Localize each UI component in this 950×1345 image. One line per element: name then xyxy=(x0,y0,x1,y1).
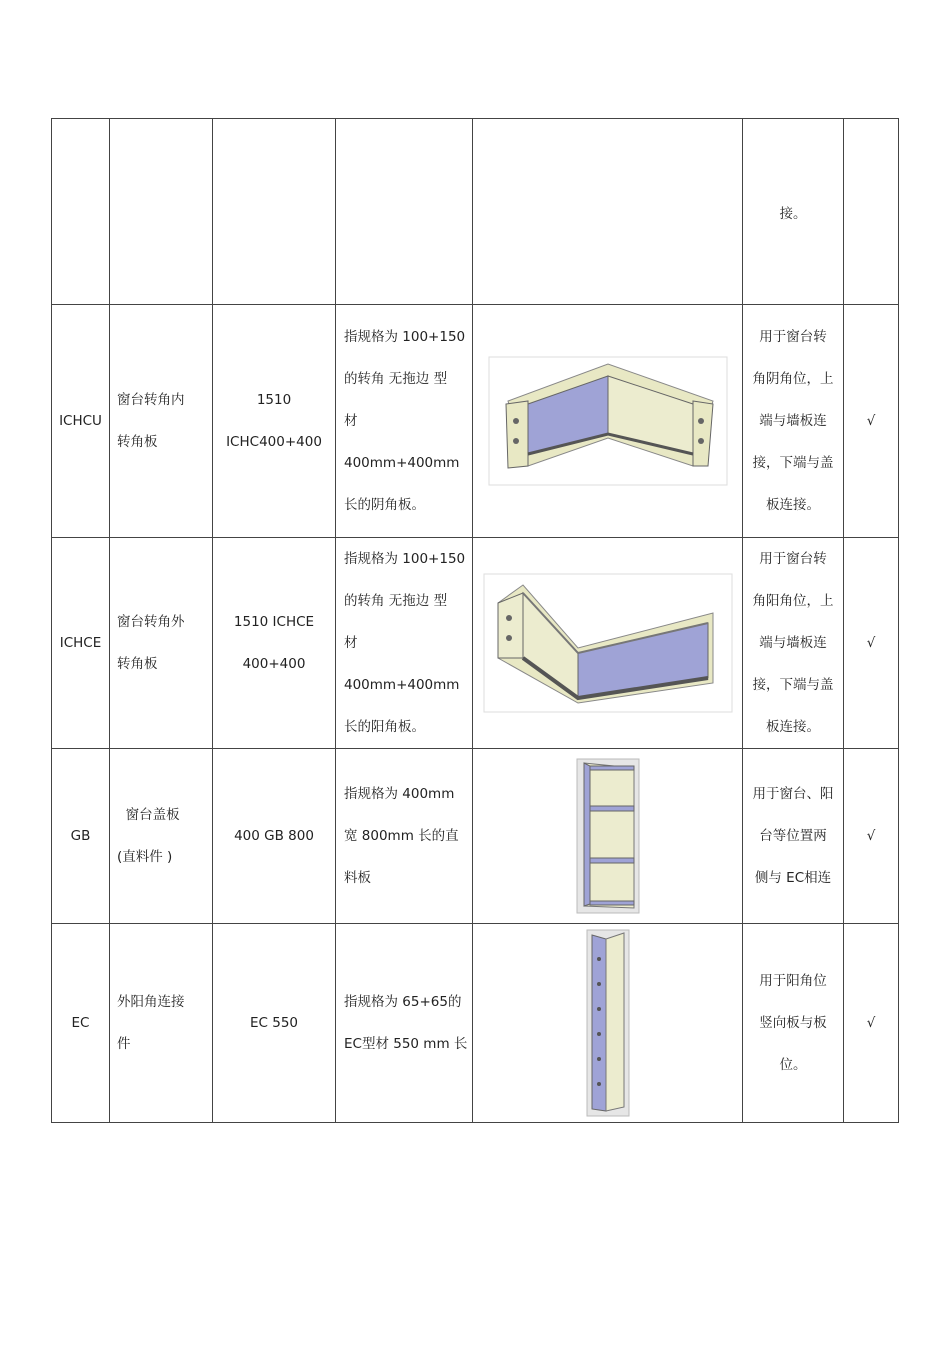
check-cell: √ xyxy=(844,924,899,1123)
ec-connector-image xyxy=(586,929,630,1117)
spec-table xyxy=(51,118,899,1123)
code-cell: GB xyxy=(52,749,110,924)
use-cell xyxy=(743,119,844,305)
desc-line: 材 400mm+400mm xyxy=(344,413,460,471)
spec-line: 400 GB 800 xyxy=(234,828,314,844)
spec-line: 400+400 xyxy=(242,656,306,672)
use-cell xyxy=(743,538,844,749)
inner-corner-panel-image xyxy=(488,356,728,486)
desc-line: 长的阴角板。 xyxy=(344,497,425,513)
use-line: 板连接。 xyxy=(766,719,820,735)
use-line: 用于阳角位 xyxy=(759,973,827,989)
use-line: 角阳角位，上 xyxy=(752,593,834,609)
image-cell xyxy=(473,538,743,749)
use-line: 用于窗台转 xyxy=(759,329,827,345)
name-line: 外阳角连接 xyxy=(117,994,185,1010)
spec-line: EC 550 xyxy=(249,1015,298,1031)
table-row xyxy=(52,538,899,749)
use-line: 接，下端与盖 xyxy=(752,677,834,693)
desc-cell xyxy=(336,119,473,305)
desc-line: 指规格为 65+65的 xyxy=(344,994,462,1010)
use-line: 竖向板与板 xyxy=(759,1015,827,1031)
desc-cell xyxy=(336,538,473,749)
use-line: 接。 xyxy=(779,205,807,222)
desc-cell xyxy=(336,924,473,1123)
use-line: 用于窗台、阳 xyxy=(752,786,834,802)
check-cell: √ xyxy=(844,749,899,924)
spec-line: ICHC400+400 xyxy=(226,434,322,450)
name-line: 转角板 xyxy=(117,656,158,672)
check-cell: √ xyxy=(844,538,899,749)
spec-cell xyxy=(213,305,336,538)
use-cell xyxy=(743,924,844,1123)
cover-panel-image xyxy=(576,758,640,914)
image-cell xyxy=(473,305,743,538)
use-line: 侧与 EC相连 xyxy=(754,870,832,886)
table-row xyxy=(52,119,899,305)
desc-line: 指规格为 100+150 xyxy=(344,329,466,345)
name-line: 窗台盖板 xyxy=(117,807,180,823)
name-line: 窗台转角外 xyxy=(117,614,185,630)
image-cell xyxy=(473,119,743,305)
desc-line: 指规格为 100+150 xyxy=(344,551,466,567)
check-cell xyxy=(844,119,899,305)
use-line: 台等位置两 xyxy=(759,828,827,844)
name-line: 件 xyxy=(117,1036,131,1052)
code-cell: ICHCE xyxy=(52,538,110,749)
table-row xyxy=(52,305,899,538)
table-row xyxy=(52,749,899,924)
use-cell xyxy=(743,305,844,538)
spec-line: 1510 ICHCE xyxy=(233,614,315,630)
desc-line: 的转角 无拖边 型 xyxy=(344,371,448,387)
name-cell xyxy=(110,749,213,924)
spec-cell xyxy=(213,924,336,1123)
use-cell xyxy=(743,749,844,924)
use-line: 板连接。 xyxy=(766,497,820,513)
desc-line: 宽 800mm 长的直 xyxy=(344,828,459,844)
spec-cell xyxy=(213,749,336,924)
spec-cell xyxy=(213,119,336,305)
code-cell xyxy=(52,119,110,305)
name-cell xyxy=(110,119,213,305)
desc-line: 料板 xyxy=(344,870,371,886)
outer-corner-panel-image xyxy=(483,573,733,713)
use-line: 端与墙板连 xyxy=(759,635,827,651)
use-line: 端与墙板连 xyxy=(759,413,827,429)
desc-cell xyxy=(336,305,473,538)
name-line: 窗台转角内 xyxy=(117,392,185,408)
table-row xyxy=(52,924,899,1123)
name-line: (直料件 ) xyxy=(117,849,173,865)
desc-line: EC型材 550 mm 长 xyxy=(344,1036,468,1052)
desc-line: 指规格为 400mm xyxy=(344,786,455,802)
use-line: 用于窗台转 xyxy=(759,551,827,567)
desc-cell xyxy=(336,749,473,924)
desc-line: 的转角 无拖边 型 xyxy=(344,593,448,609)
image-cell xyxy=(473,924,743,1123)
image-cell xyxy=(473,749,743,924)
use-line: 位。 xyxy=(779,1057,807,1073)
use-line: 接，下端与盖 xyxy=(752,455,834,471)
desc-line: 长的阳角板。 xyxy=(344,719,425,735)
code-cell: EC xyxy=(52,924,110,1123)
code-cell: ICHCU xyxy=(52,305,110,538)
use-line: 角阴角位，上 xyxy=(752,371,834,387)
desc-line: 材 400mm+400mm xyxy=(344,635,460,693)
name-cell xyxy=(110,924,213,1123)
spec-cell xyxy=(213,538,336,749)
name-cell xyxy=(110,305,213,538)
check-cell: √ xyxy=(844,305,899,538)
name-line: 转角板 xyxy=(117,434,158,450)
name-cell xyxy=(110,538,213,749)
spec-line: 1510 xyxy=(256,392,292,408)
